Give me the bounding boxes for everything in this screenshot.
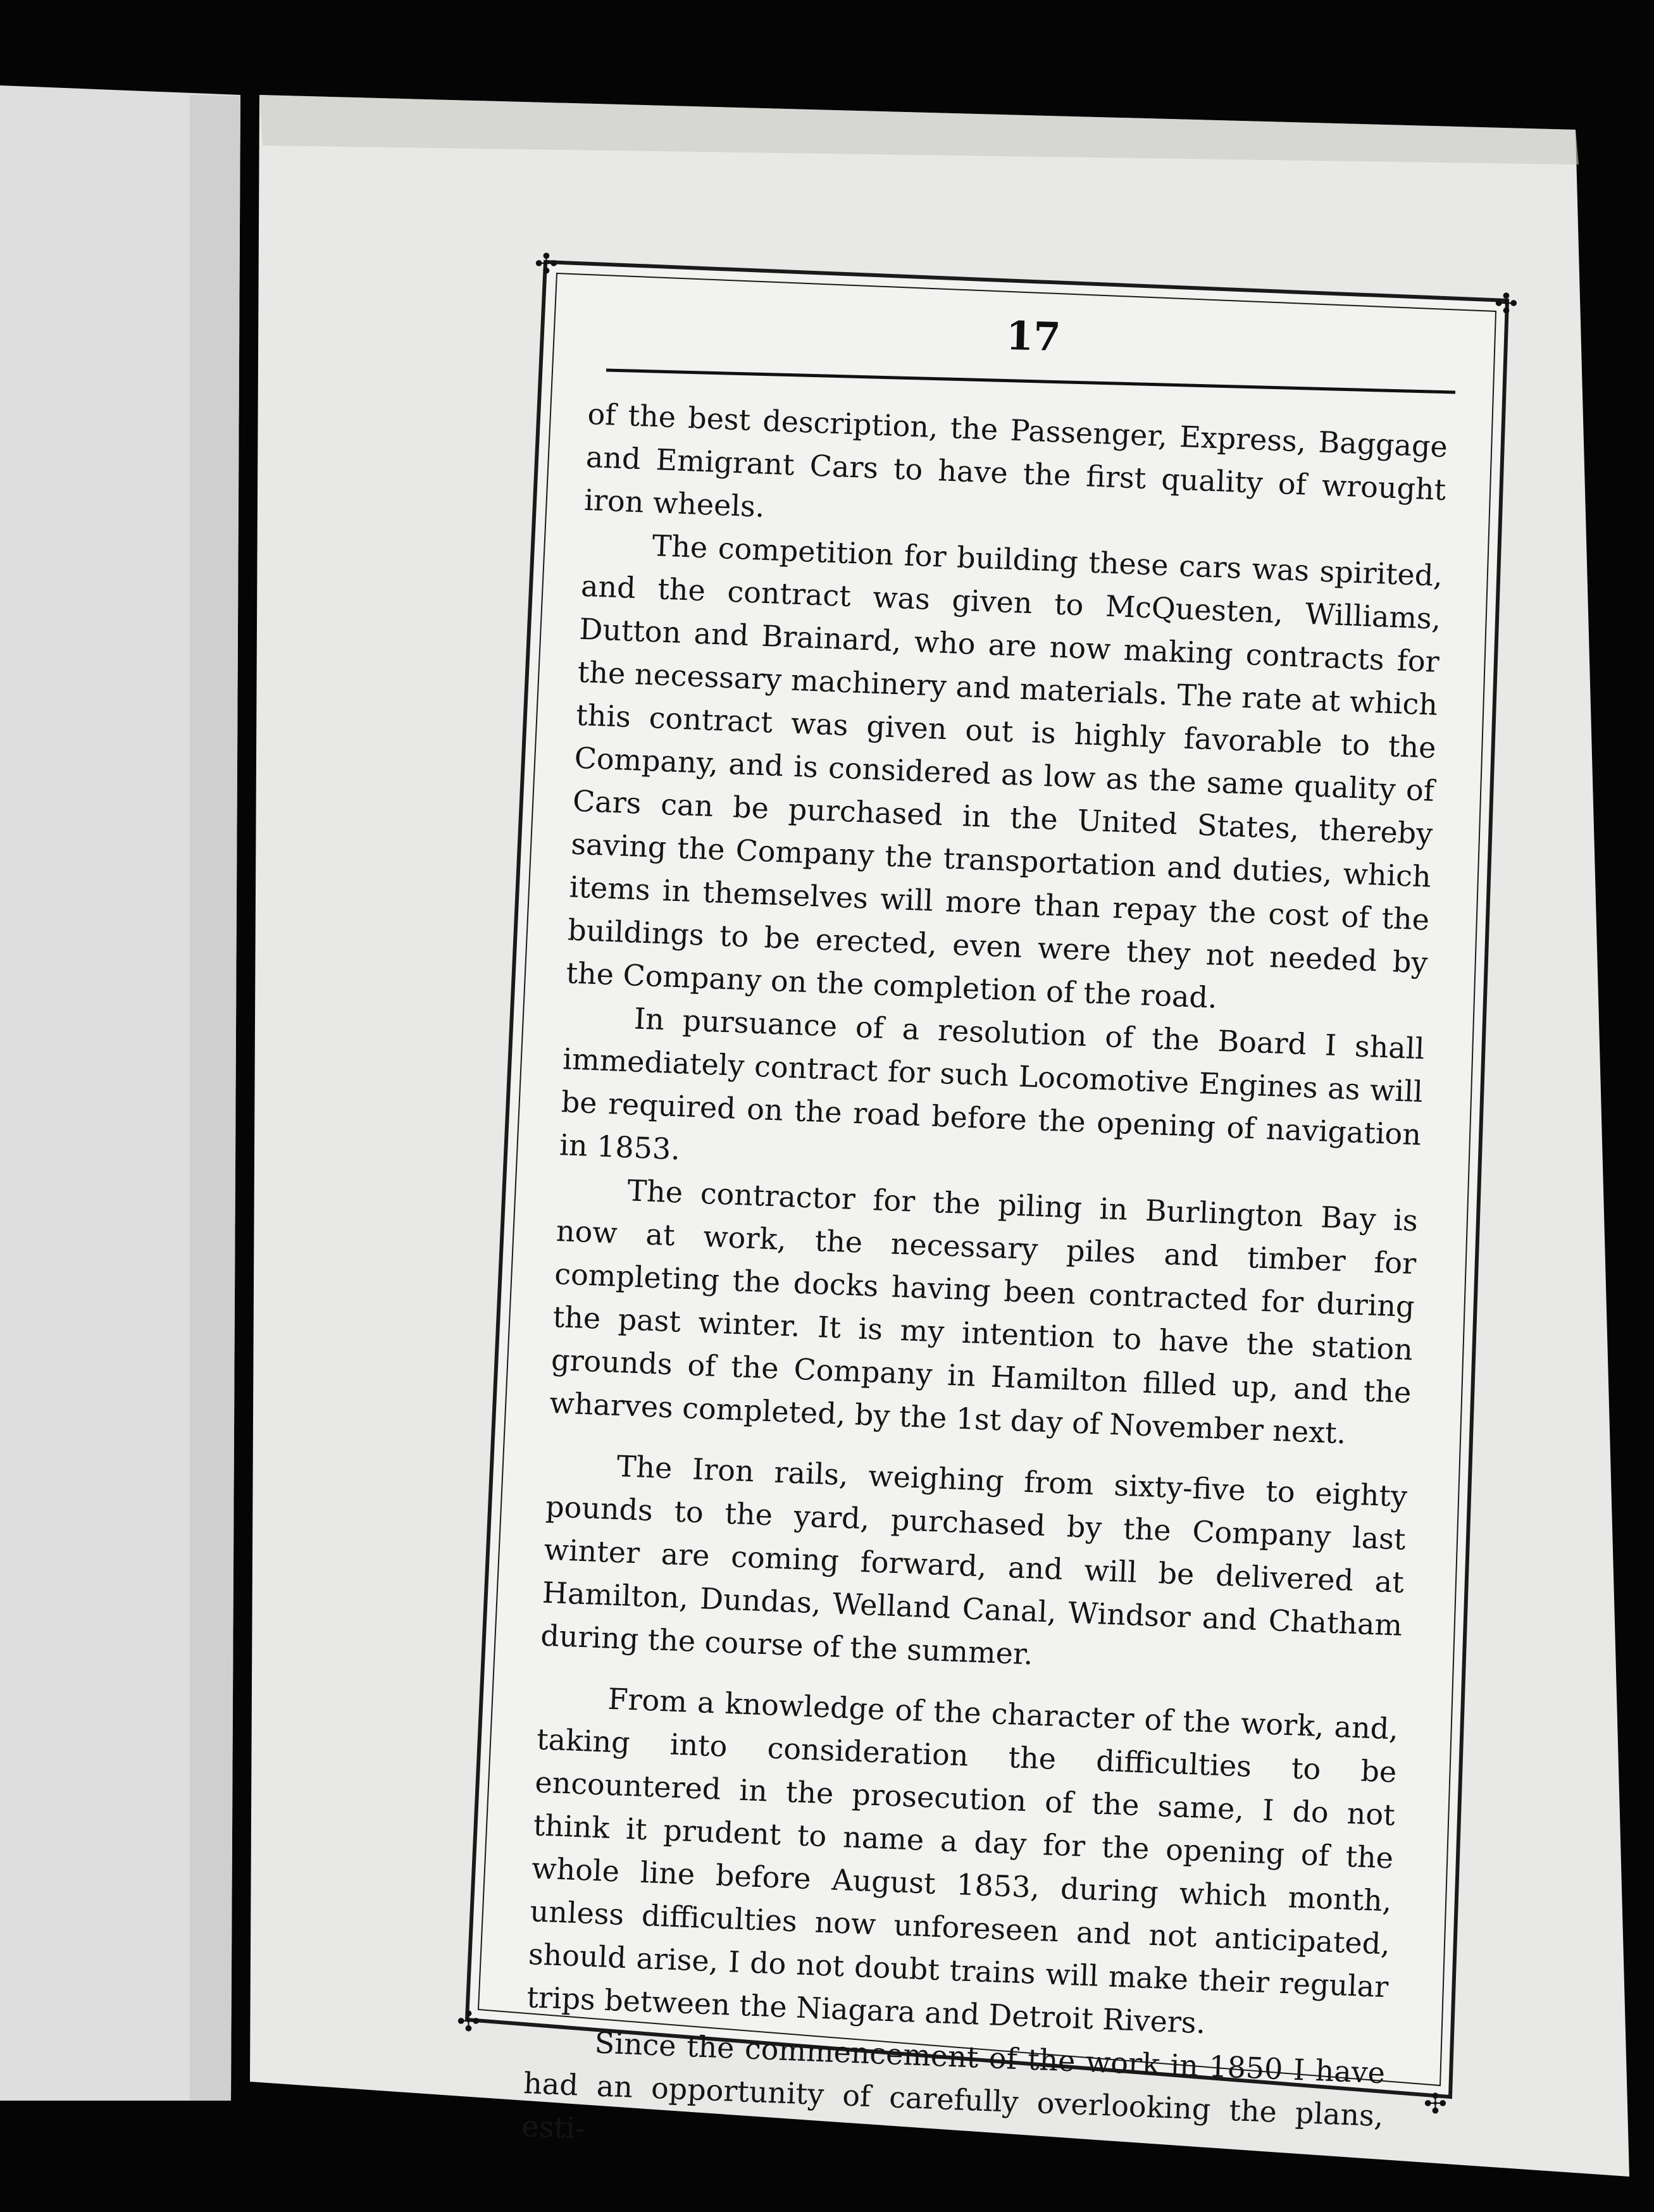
paragraph: of the best description, the Passenger, Express, Baggage and Emigrant Cars to have the first quality of wrought iron wheels. (583, 396, 1448, 524)
paragraph: The competition for building these cars was spirited, and the contract was given to McQuesten, Williams, Dutton and Brainard, who are now making contracts for the necessary machinery and materials. The rate at which this contract was given out is highly favorable to the Company, and is considered as low as the same quality of Cars can be purchased in the United States, thereby saving the Company the transportation and duties, which items in themselves will more than repay the cost of the buildings to be erected, even were they not needed by the Company on the completion of the road. (565, 528, 1443, 1015)
body-text (521, 392, 1448, 2180)
paragraph: The contractor for the piling in Burlington Bay is now at work, the necessary piles and timber for completing the docks having been contracted for during the past winter. It is my intention to have the station grounds of the Company in Hamilton filled up, and the wharves completed, by the 1st day of November next. (549, 1173, 1419, 1451)
paragraph: From a knowledge of the character of the work, and, taking into consideration the difficulties to be encountered in the prosecution of the same, I do not think it prudent to name a day for the opening of the whole line before August 1853, during which month, unless difficulties now unforeseen and not anticipated, should arise, I do not doubt trains will make their regular trips between the Niagara and Detroit Rivers. (526, 1681, 1399, 2041)
page-number: 17 (1005, 312, 1062, 361)
corner-ornament-bottom-right: ✣ (1424, 2088, 1447, 2120)
paragraph: In pursuance of a resolution of the Board I shall immediately contract for such Locomotive Engines as will be required on the road before the opening of navigation in 1853. (559, 1001, 1426, 1167)
paragraph: Since the commencement of the work in 1850 I have had an opportunity of carefully overlooking the plans, esti- (521, 2025, 1386, 2146)
paragraph: The Iron rails, weighing from sixty-five to eighty pounds to the yard, purchased by the Company last winter are coming forward, and will be delivered at Hamilton, Dundas, Welland Canal, Windsor and Chatham during the course of the summer. (540, 1448, 1408, 1672)
corner-ornament-bottom-left: ✣ (457, 2006, 480, 2038)
corner-ornament-top-right: ✣ (1495, 288, 1518, 320)
corner-ornament-top-left: ✣ (535, 248, 558, 280)
